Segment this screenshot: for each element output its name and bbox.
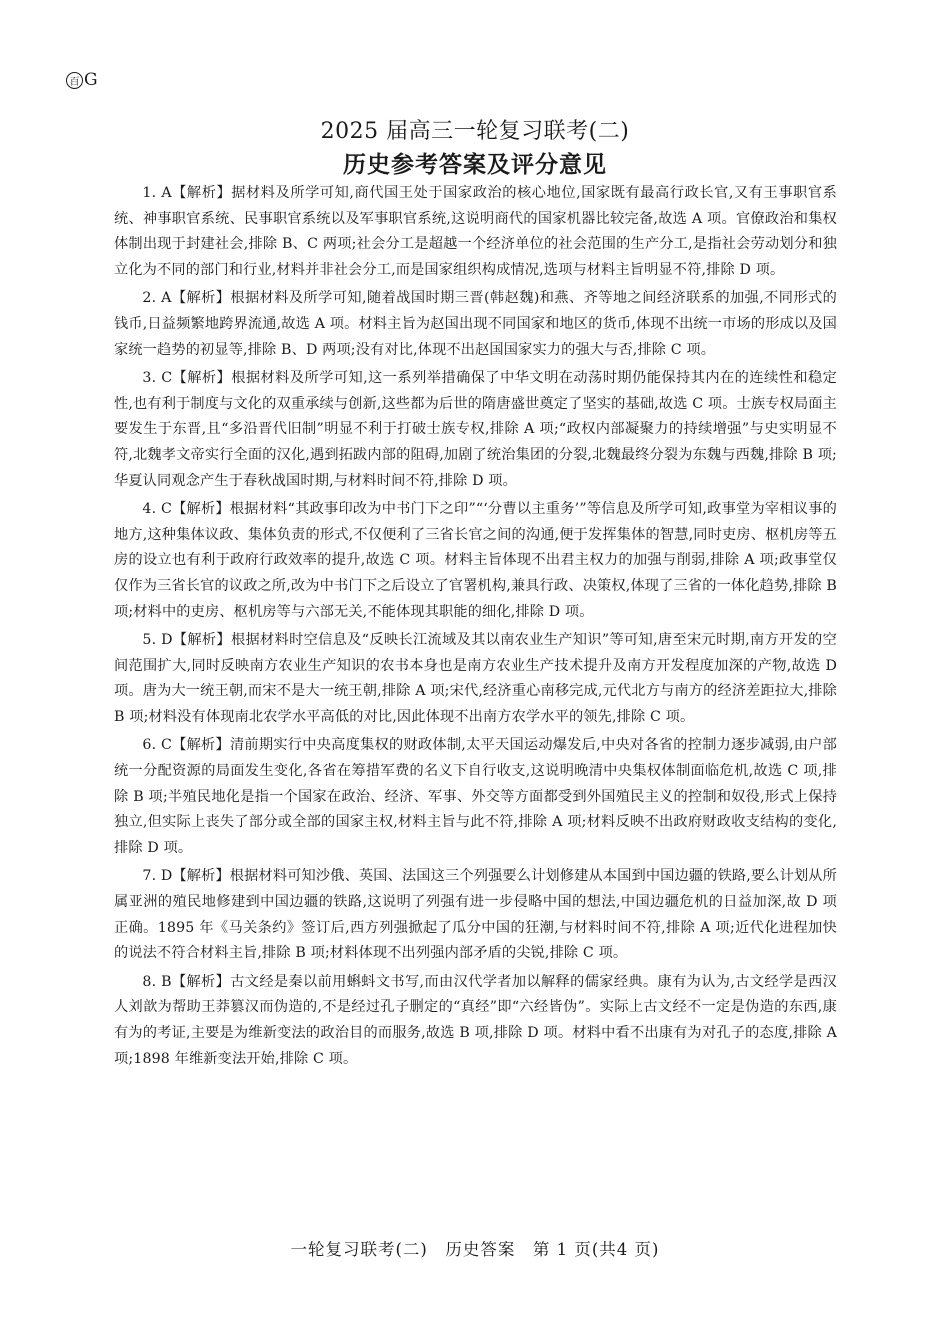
answer-item-4: 4. C【解析】根据材料“其政事印改为中书门下之印”“‘分曹以主重务’”等信息及所学可知,政事堂为宰相议事的地方,这种集体议政、集体负责的形式,不仅便利了三省长官之间的沟通,便于发挥集体的智慧,同时吏房、枢机房等五房的设立也有利于政府行政效率的提升,故选 C 项。材料主旨体现不出君主权力的加强与削弱,排除 A 项;政事堂仅仅作为三省长官的议政之所,改为中书门下之后设立了官署机构,兼具行政、决策权,体现了三省的一体化趋势,排除 B 项;材料中的吏房、枢机房等与六部无关,不能体现其职能的细化,排除 D 项。 (114, 501, 837, 620)
page-footer: 一轮复习联考(二) 历史答案 第 1 页(共4 页) (290, 1240, 660, 1259)
answer-item-5: 5. D【解析】根据材料时空信息及“反映长江流域及其以南农业生产知识”等可知,唐至宋元时期,南方开发的空间范围扩大,同时反映南方农业生产知识的农书本身也是南方农业生产技术提升及南方开发程度加深的产物,故选 D 项。唐为大一统王朝,而宋不是大一统王朝,排除 A 项;宋代,经济重心南移完成,元代北方与南方的经济差距拉大,排除 B 项;材料没有体现南北农学水平高低的对比,因此体现不出南方农学水平的领先,排除 C 项。 (114, 632, 837, 725)
answer-item-3: 3. C【解析】根据材料及所学可知,这一系列举措确保了中华文明在动荡时期仍能保持其内在的连续性和稳定性,也有利于制度与文化的双重承续与创新,这些都为后世的隋唐盛世奠定了坚实的基础,故选 C 项。士族专权局面主要发生于东晋,且“多沿晋代旧制”明显不利于打破士族专权,排除 A 项;“政权内部凝聚力的持续增强”与史实明显不符,北魏孝文帝实行全面的汉化,遇到拓跋内部的阻碍,加剧了统治集团的分裂,北魏最终分裂为东魏与西魏,排除 B 项;华夏认同观念产生于春秋战国时期,与材料时间不符,排除 D 项。 (114, 370, 837, 489)
answer-item-1: 1. A【解析】据材料及所学可知,商代国王处于国家政治的核心地位,国家既有最高行政长官,又有王事职官系统、神事职官系统、民事职官系统以及军事职官系统,这说明商代的国家机器比较完备,故选 A 项。官僚政治和集权体制出现于封建社会,排除 B、C 两项;社会分工是超越一个经济单位的社会范围的生产分工,是指社会劳动划分和独立化为不同的部门和行业,材料并非社会分工,而是国家组织构成情况,选项与材料主旨明显不符,排除 D 项。 (114, 185, 837, 278)
answer-item-8: 8. B【解析】古文经是秦以前用蝌蚪文书写,而由汉代学者加以解释的儒家经典。康有为认为,古文经学是西汉人刘歆为帮助王莽篡汉而伪造的,不是经过孔子删定的“真经”即“六经皆伪”。实际上古文经不一定是伪造的东西,康有为的考证,主要是为维新变法的政治目的而服务,故选 B 项,排除 D 项。材料中看不出康有为对孔子的态度,排除 A 项;1898 年维新变法开始,排除 C 项。 (114, 973, 837, 1067)
publisher-badge (66, 70, 98, 90)
document-subtitle: 历史参考答案及评分意见 (343, 152, 607, 178)
answer-item-6: 6. C【解析】清前期实行中央高度集权的财政体制,太平天国运动爆发后,中央对各省的控制力逐步减弱,由户部统一分配资源的局面发生变化,各省在筹措军费的名义下自行收支,这说明晚清中央集权体制面临危机,故选 C 项,排除 B 项;半殖民地化是指一个国家在政治、经济、军事、外交等方面都受到外国殖民主义的控制和奴役,形式上保持独立,但实际上丧失了部分或全部的国家主权,材料主旨与此不符,排除 A 项;材料反映不出政府财政收支结构的变化,排除 D 项。 (114, 737, 837, 856)
answer-item-7: 7. D【解析】根据材料可知沙俄、英国、法国这三个列强要么计划修建从本国到中国边疆的铁路,要么计划从所属亚洲的殖民地修建到中国边疆的铁路,这说明了列强有进一步侵略中国的想法,中国边疆危机的日益加深,故 D 项正确。1895 年《马关条约》签订后,西方列强掀起了瓜分中国的狂潮,与材料时间不符,排除 A 项;近代化进程加快的说法不符合材料主旨,排除 B 项;材料体现不出列强内部矛盾的尖锐,排除 C 项。 (114, 868, 837, 962)
answer-item-2: 2. A【解析】根据材料及所学可知,随着战国时期三晋(韩赵魏)和燕、齐等地之间经济联系的加强,不同形式的钱币,日益频繁地跨界流通,故选 A 项。材料主旨为赵国出现不同国家和地区的货币,体现不出统一市场的形成以及国家统一趋势的初显等,排除 B、D 两项;没有对比,体现不出赵国国家实力的强大与否,排除 C 项。 (114, 290, 837, 358)
exam-title: 2025 届高三一轮复习联考(二) (320, 119, 630, 144)
answer-list (114, 181, 837, 1075)
badge-circle-logo: 百 (66, 72, 83, 89)
badge-letter: G (84, 70, 98, 90)
